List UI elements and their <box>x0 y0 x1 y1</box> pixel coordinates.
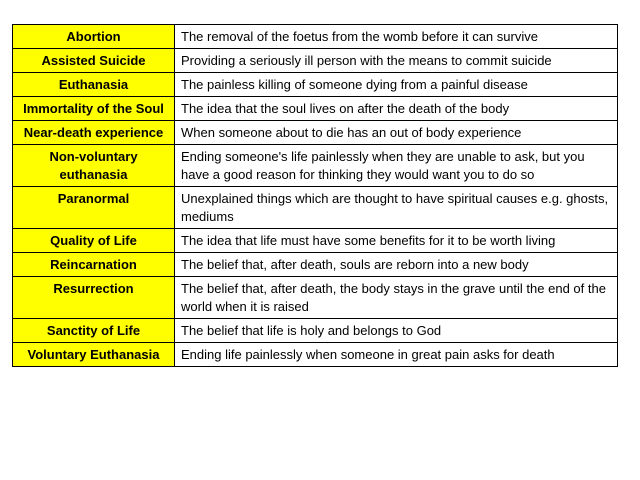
term-cell: Quality of Life <box>13 229 175 253</box>
term-cell: Immortality of the Soul <box>13 97 175 121</box>
definition-cell: Unexplained things which are thought to have spiritual causes e.g. ghosts, mediums <box>175 187 618 229</box>
definition-cell: Ending life painlessly when someone in great pain asks for death <box>175 343 618 367</box>
term-cell: Near-death experience <box>13 121 175 145</box>
definition-cell: Ending someone's life painlessly when they are unable to ask, but you have a good reason for thinking they would want you to do so <box>175 145 618 187</box>
table-row <box>13 277 618 319</box>
table-row <box>13 97 618 121</box>
table-row <box>13 187 618 229</box>
table-row <box>13 49 618 73</box>
definition-cell: The painless killing of someone dying from a painful disease <box>175 73 618 97</box>
term-cell: Non-voluntary euthanasia <box>13 145 175 187</box>
definition-cell: The idea that life must have some benefits for it to be worth living <box>175 229 618 253</box>
definition-cell: When someone about to die has an out of body experience <box>175 121 618 145</box>
definition-cell: Providing a seriously ill person with the means to commit suicide <box>175 49 618 73</box>
glossary-table <box>12 24 618 367</box>
glossary-table-body <box>13 25 618 367</box>
definition-cell: The removal of the foetus from the womb before it can survive <box>175 25 618 49</box>
table-row <box>13 319 618 343</box>
table-row <box>13 253 618 277</box>
term-cell: Abortion <box>13 25 175 49</box>
table-row <box>13 229 618 253</box>
term-cell: Resurrection <box>13 277 175 319</box>
term-cell: Assisted Suicide <box>13 49 175 73</box>
table-row <box>13 73 618 97</box>
table-row <box>13 25 618 49</box>
term-cell: Reincarnation <box>13 253 175 277</box>
table-row <box>13 121 618 145</box>
term-cell: Sanctity of Life <box>13 319 175 343</box>
table-row <box>13 343 618 367</box>
definition-cell: The belief that, after death, souls are reborn into a new body <box>175 253 618 277</box>
definition-cell: The belief that life is holy and belongs to God <box>175 319 618 343</box>
term-cell: Euthanasia <box>13 73 175 97</box>
term-cell: Paranormal <box>13 187 175 229</box>
table-row <box>13 145 618 187</box>
definition-cell: The idea that the soul lives on after the death of the body <box>175 97 618 121</box>
definition-cell: The belief that, after death, the body stays in the grave until the end of the world when it is raised <box>175 277 618 319</box>
term-cell: Voluntary Euthanasia <box>13 343 175 367</box>
